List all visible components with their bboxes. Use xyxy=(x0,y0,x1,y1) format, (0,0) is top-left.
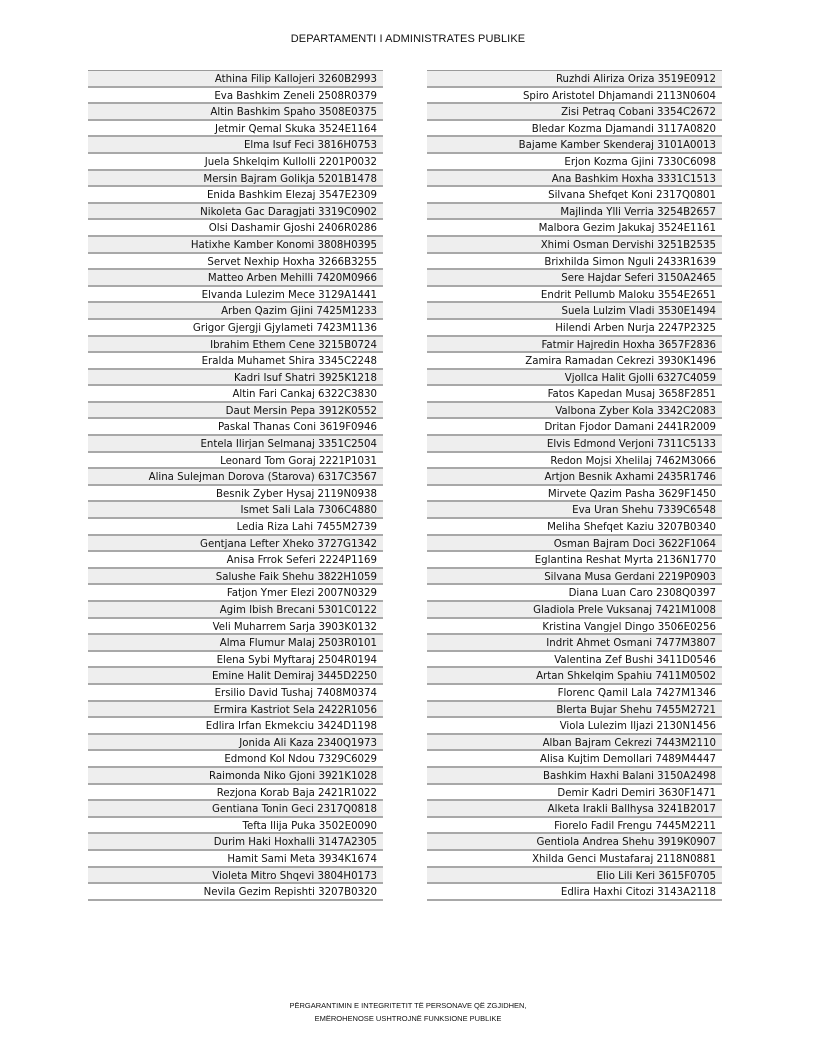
list-item: Durim Haki Hoxhalli 3147A2305 xyxy=(88,834,383,851)
list-item: Raimonda Niko Gjoni 3921K1028 xyxy=(88,768,383,785)
list-item: Diana Luan Caro 2308Q0397 xyxy=(427,585,722,602)
list-item: Mersin Bajram Golikja 5201B1478 xyxy=(88,171,383,188)
list-item: Brixhilda Simon Nguli 2433R1639 xyxy=(427,254,722,271)
list-item: Dritan Fjodor Damani 2441R2009 xyxy=(427,419,722,436)
right-name-list xyxy=(427,70,722,901)
list-item: Bajame Kamber Skenderaj 3101A0013 xyxy=(427,137,722,154)
list-item: Eglantina Reshat Myrta 2136N1770 xyxy=(427,552,722,569)
list-item: Bledar Kozma Djamandi 3117A0820 xyxy=(427,121,722,138)
list-item: Valbona Zyber Kola 3342C2083 xyxy=(427,403,722,420)
page-title: DEPARTAMENTI I ADMINISTRATES PUBLIKE xyxy=(290,33,526,45)
list-item: Altin Fari Cankaj 6322C3830 xyxy=(88,386,383,403)
list-item: Nevila Gezim Repishti 3207B0320 xyxy=(88,884,383,901)
list-item: Silvana Musa Gerdani 2219P0903 xyxy=(427,569,722,586)
list-item: Osman Bajram Doci 3622F1064 xyxy=(427,536,722,553)
list-item: Athina Filip Kallojeri 3260B2993 xyxy=(88,71,383,88)
list-item: Jonida Ali Kaza 2340Q1973 xyxy=(88,735,383,752)
list-item: Grigor Gjergji Gjylameti 7423M1136 xyxy=(88,320,383,337)
list-item: Nikoleta Gac Daragjati 3319C0902 xyxy=(88,204,383,221)
list-item: Fiorelo Fadil Frengu 7445M2211 xyxy=(427,818,722,835)
list-item: Florenc Qamil Lala 7427M1346 xyxy=(427,685,722,702)
list-item: Elena Sybi Myftaraj 2504R0194 xyxy=(88,652,383,669)
list-item: Valentina Zef Bushi 3411D0546 xyxy=(427,652,722,669)
list-item: Fatos Kapedan Musaj 3658F2851 xyxy=(427,386,722,403)
list-item: Ismet Sali Lala 7306C4880 xyxy=(88,502,383,519)
list-item: Silvana Shefqet Koni 2317Q0801 xyxy=(427,187,722,204)
list-item: Ersilio David Tushaj 7408M0374 xyxy=(88,685,383,702)
list-item: Emine Halit Demiraj 3445D2250 xyxy=(88,668,383,685)
list-item: Alma Flumur Malaj 2503R0101 xyxy=(88,635,383,652)
list-item: Bashkim Haxhi Balani 3150A2498 xyxy=(427,768,722,785)
list-item: Majlinda Ylli Verria 3254B2657 xyxy=(427,204,722,221)
list-item: Anisa Frrok Seferi 2224P1169 xyxy=(88,552,383,569)
list-item: Ibrahim Ethem Cene 3215B0724 xyxy=(88,337,383,354)
list-item: Xhilda Genci Mustafaraj 2118N0881 xyxy=(427,851,722,868)
list-item: Edlira Irfan Ekmekciu 3424D1198 xyxy=(88,718,383,735)
list-item: Olsi Dashamir Gjoshi 2406R0286 xyxy=(88,220,383,237)
page-footer xyxy=(0,999,816,1025)
list-item: Eralda Muhamet Shira 3345C2248 xyxy=(88,353,383,370)
list-item: Erjon Kozma Gjini 7330C6098 xyxy=(427,154,722,171)
list-item: Edlira Haxhi Citozi 3143A2118 xyxy=(427,884,722,901)
list-item: Eva Bashkim Zeneli 2508R0379 xyxy=(88,88,383,105)
list-item: Fatjon Ymer Elezi 2007N0329 xyxy=(88,585,383,602)
list-item: Alina Sulejman Dorova (Starova) 6317C3567 xyxy=(88,469,383,486)
list-item: Endrit Pellumb Maloku 3554E2651 xyxy=(427,287,722,304)
list-item: Juela Shkelqim Kullolli 2201P0032 xyxy=(88,154,383,171)
list-item: Viola Lulezim Iljazi 2130N1456 xyxy=(427,718,722,735)
list-item: Paskal Thanas Coni 3619F0946 xyxy=(88,419,383,436)
list-item: Arben Qazim Gjini 7425M1233 xyxy=(88,303,383,320)
list-item: Meliha Shefqet Kaziu 3207B0340 xyxy=(427,519,722,536)
list-item: Tefta Ilija Puka 3502E0090 xyxy=(88,818,383,835)
list-item: Enida Bashkim Elezaj 3547E2309 xyxy=(88,187,383,204)
list-item: Sere Hajdar Seferi 3150A2465 xyxy=(427,270,722,287)
list-item: Demir Kadri Demiri 3630F1471 xyxy=(427,785,722,802)
list-item: Malbora Gezim Jakukaj 3524E1161 xyxy=(427,220,722,237)
list-item: Gentjana Lefter Xheko 3727G1342 xyxy=(88,536,383,553)
list-item: Entela Ilirjan Selmanaj 3351C2504 xyxy=(88,436,383,453)
list-item: Zamira Ramadan Cekrezi 3930K1496 xyxy=(427,353,722,370)
list-item: Elvanda Lulezim Mece 3129A1441 xyxy=(88,287,383,304)
list-item: Mirvete Qazim Pasha 3629F1450 xyxy=(427,486,722,503)
list-item: Hamit Sami Meta 3934K1674 xyxy=(88,851,383,868)
list-item: Edmond Kol Ndou 7329C6029 xyxy=(88,751,383,768)
list-item: Artjon Besnik Axhami 2435R1746 xyxy=(427,469,722,486)
list-item: Agim Ibish Brecani 5301C0122 xyxy=(88,602,383,619)
list-item: Vjollca Halit Gjolli 6327C4059 xyxy=(427,370,722,387)
list-item: Artan Shkelqim Spahiu 7411M0502 xyxy=(427,668,722,685)
list-item: Elma Isuf Feci 3816H0753 xyxy=(88,137,383,154)
list-item: Violeta Mitro Shqevi 3804H0173 xyxy=(88,868,383,885)
list-item: Blerta Bujar Shehu 7455M2721 xyxy=(427,702,722,719)
list-item: Gladiola Prele Vuksanaj 7421M1008 xyxy=(427,602,722,619)
list-item: Suela Lulzim Vladi 3530E1494 xyxy=(427,303,722,320)
footer-line-2: EMËROHENOSE USHTROJNË FUNKSIONE PUBLIKE xyxy=(314,1014,502,1023)
list-item: Ana Bashkim Hoxha 3331C1513 xyxy=(427,171,722,188)
list-item: Ermira Kastriot Sela 2422R1056 xyxy=(88,702,383,719)
list-item: Redon Mojsi Xhelilaj 7462M3066 xyxy=(427,453,722,470)
list-item: Ledia Riza Lahi 7455M2739 xyxy=(88,519,383,536)
list-item: Veli Muharrem Sarja 3903K0132 xyxy=(88,619,383,636)
list-item: Matteo Arben Mehilli 7420M0966 xyxy=(88,270,383,287)
list-item: Gentiola Andrea Shehu 3919K0907 xyxy=(427,834,722,851)
list-item: Spiro Aristotel Dhjamandi 2113N0604 xyxy=(427,88,722,105)
list-item: Servet Nexhip Hoxha 3266B3255 xyxy=(88,254,383,271)
list-item: Xhimi Osman Dervishi 3251B2535 xyxy=(427,237,722,254)
list-item: Altin Bashkim Spaho 3508E0375 xyxy=(88,104,383,121)
list-item: Besnik Zyber Hysaj 2119N0938 xyxy=(88,486,383,503)
list-item: Alisa Kujtim Demollari 7489M4447 xyxy=(427,751,722,768)
list-item: Elvis Edmond Verjoni 7311C5133 xyxy=(427,436,722,453)
list-item: Indrit Ahmet Osmani 7477M3807 xyxy=(427,635,722,652)
list-item: Zisi Petraq Cobani 3354C2672 xyxy=(427,104,722,121)
list-item: Fatmir Hajredin Hoxha 3657F2836 xyxy=(427,337,722,354)
list-item: Ruzhdi Aliriza Oriza 3519E0912 xyxy=(427,71,722,88)
list-item: Kadri Isuf Shatri 3925K1218 xyxy=(88,370,383,387)
list-item: Rezjona Korab Baja 2421R1022 xyxy=(88,785,383,802)
list-item: Alban Bajram Cekrezi 7443M2110 xyxy=(427,735,722,752)
list-item: Eva Uran Shehu 7339C6548 xyxy=(427,502,722,519)
left-name-list xyxy=(88,70,383,901)
list-item: Jetmir Qemal Skuka 3524E1164 xyxy=(88,121,383,138)
list-item: Alketa Irakli Ballhysa 3241B2017 xyxy=(427,801,722,818)
list-item: Leonard Tom Goraj 2221P1031 xyxy=(88,453,383,470)
list-item: Salushe Faik Shehu 3822H1059 xyxy=(88,569,383,586)
list-item: Gentiana Tonin Geci 2317Q0818 xyxy=(88,801,383,818)
list-item: Hatixhe Kamber Konomi 3808H0395 xyxy=(88,237,383,254)
list-item: Elio Lili Keri 3615F0705 xyxy=(427,868,722,885)
list-item: Hilendi Arben Nurja 2247P2325 xyxy=(427,320,722,337)
footer-line-1: PËRGARANTIMIN E INTEGRITETIT TË PERSONAVE QË ZGJIDHEN, xyxy=(289,1001,527,1010)
list-item: Kristina Vangjel Dingo 3506E0256 xyxy=(427,619,722,636)
list-item: Daut Mersin Pepa 3912K0552 xyxy=(88,403,383,420)
